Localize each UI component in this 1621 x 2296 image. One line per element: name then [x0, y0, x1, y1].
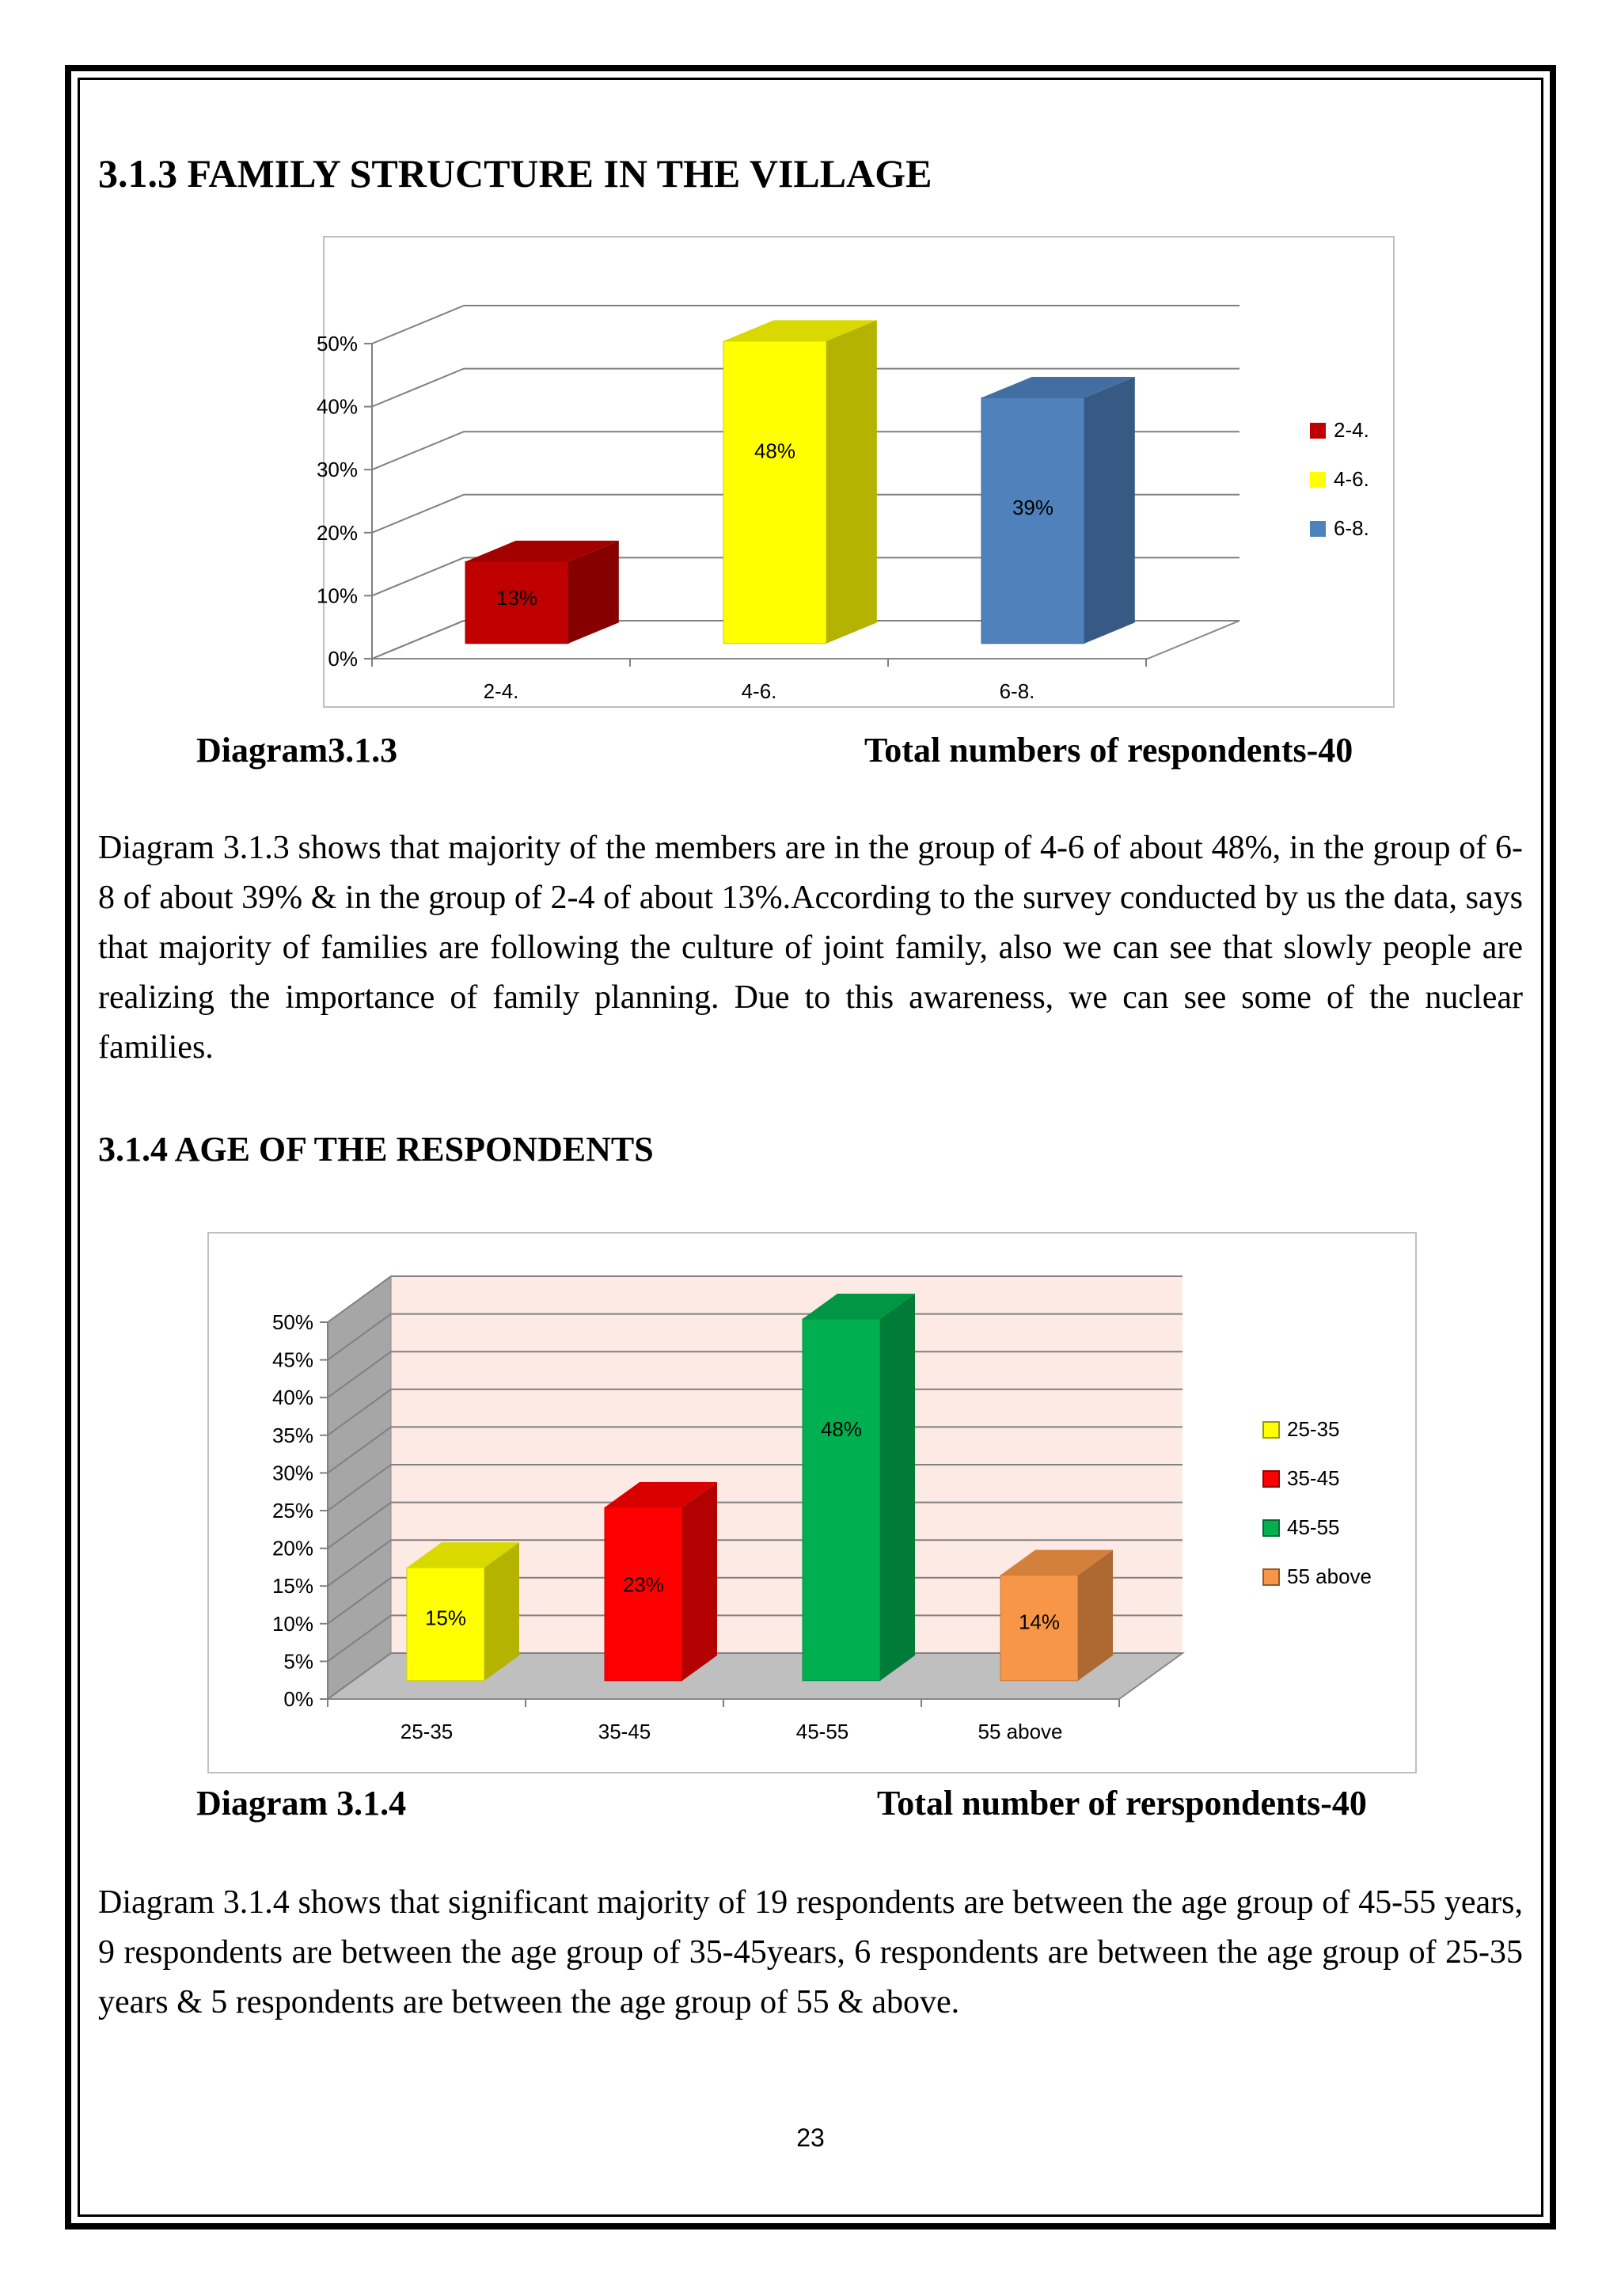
bar-4-6 — [723, 320, 877, 643]
x-tick-label: 55 above — [978, 1720, 1063, 1743]
y-tick-label: 5% — [283, 1649, 313, 1674]
y-tick-label: 20% — [271, 1536, 313, 1560]
bar-45-55 — [803, 1294, 915, 1681]
data-label: 48% — [754, 439, 796, 463]
x-tick-label: 6-8. — [999, 679, 1035, 703]
data-label: 15% — [424, 1606, 467, 1630]
legend-swatch — [1263, 1471, 1279, 1487]
y-tick-label: 10% — [271, 1611, 313, 1636]
paragraph-age: Diagram 3.1.4 shows that significant majority of 19 respondents are between the age group of 45-55 years, 9 respondents are between the age group of 35-45years, 6 respondents are between the age group of 25-35 years & 5 respondents are between the age group of 55 & above. — [98, 1884, 1523, 2020]
y-tick-label: 10% — [316, 584, 358, 608]
y-tick-label: 25% — [271, 1499, 313, 1522]
y-tick-label: 0% — [283, 1687, 313, 1711]
bar-side — [880, 1294, 915, 1681]
y-tick-label: 40% — [316, 394, 358, 419]
data-label: 13% — [495, 585, 538, 610]
legend-label: 6-8. — [1334, 516, 1369, 540]
y-tick-label: 45% — [271, 1348, 313, 1372]
legend-swatch — [1310, 521, 1326, 537]
data-label: 14% — [1018, 1610, 1061, 1634]
chart-family-structure — [316, 238, 1393, 706]
x-tick-label: 2-4. — [483, 679, 519, 703]
x-tick-label: 35-45 — [598, 1720, 651, 1743]
section-heading-family-structure: 3.1.3 FAMILY STRUCTURE IN THE VILLAGE — [98, 151, 932, 196]
diagram-caption-left-2: Diagram 3.1.4 — [196, 1784, 407, 1823]
data-label: 48% — [820, 1416, 863, 1441]
y-tick-label: 30% — [271, 1461, 313, 1485]
y-tick-label: 30% — [316, 458, 358, 482]
x-tick-label: 25-35 — [400, 1720, 454, 1743]
paragraph-family-structure: Diagram 3.1.3 shows that majority of the members are in the group of 4-6 of about 48%, in the group of 6-8 of about 39% & in the group of 2-4 of about 13%.According to the survey conducted by us the data, says that majority of families are following the culture of joint family, also we can see that slowly people are realizing the importance of family planning. Due to this awareness, we can see some of the nuclear families. — [98, 830, 1523, 1066]
legend-swatch — [1263, 1569, 1279, 1585]
y-tick-label: 50% — [271, 1310, 313, 1334]
x-tick-label: 4-6. — [741, 679, 777, 703]
y-tick-label: 20% — [316, 520, 358, 545]
legend-swatch — [1263, 1520, 1279, 1536]
legend-label: 25-35 — [1287, 1417, 1340, 1441]
data-label: 39% — [1012, 496, 1054, 520]
chart-age-respondents — [209, 1234, 1415, 1772]
legend-label: 55 above — [1287, 1564, 1372, 1588]
bar-side — [682, 1482, 717, 1681]
y-tick-label: 35% — [271, 1423, 313, 1447]
legend-label: 4-6. — [1334, 467, 1369, 491]
bar-6-8 — [981, 377, 1135, 644]
legend-label: 35-45 — [1287, 1466, 1340, 1490]
legend-swatch — [1310, 423, 1326, 439]
legend-swatch — [1310, 472, 1326, 488]
legend-swatch — [1263, 1422, 1279, 1438]
bar-2-4 — [465, 541, 619, 644]
data-label: 23% — [622, 1572, 665, 1597]
bar-side — [1084, 377, 1135, 644]
y-tick-label: 15% — [271, 1574, 313, 1598]
bar-side — [826, 320, 877, 643]
legend-label: 45-55 — [1287, 1515, 1340, 1539]
y-tick-label: 50% — [316, 332, 358, 355]
diagram-caption-right: Total numbers of respondents-40 — [864, 731, 1353, 770]
chart-family-structure-container — [316, 236, 1395, 708]
page-number: 23 — [796, 2123, 825, 2152]
y-tick-label: 0% — [328, 647, 358, 671]
bar-front — [803, 1319, 880, 1681]
bar-front — [981, 397, 1084, 643]
x-tick-label: 45-55 — [795, 1720, 849, 1743]
y-tick-label: 40% — [271, 1386, 313, 1410]
diagram-caption-right-2: Total number of rerspondents-40 — [877, 1784, 1367, 1823]
bar-front — [723, 341, 826, 644]
chart-age-container — [207, 1232, 1417, 1773]
diagram-caption-left: Diagram3.1.3 — [196, 731, 398, 770]
legend-label: 2-4. — [1334, 418, 1369, 442]
section-heading-age: 3.1.4 AGE OF THE RESPONDENTS — [98, 1130, 654, 1169]
